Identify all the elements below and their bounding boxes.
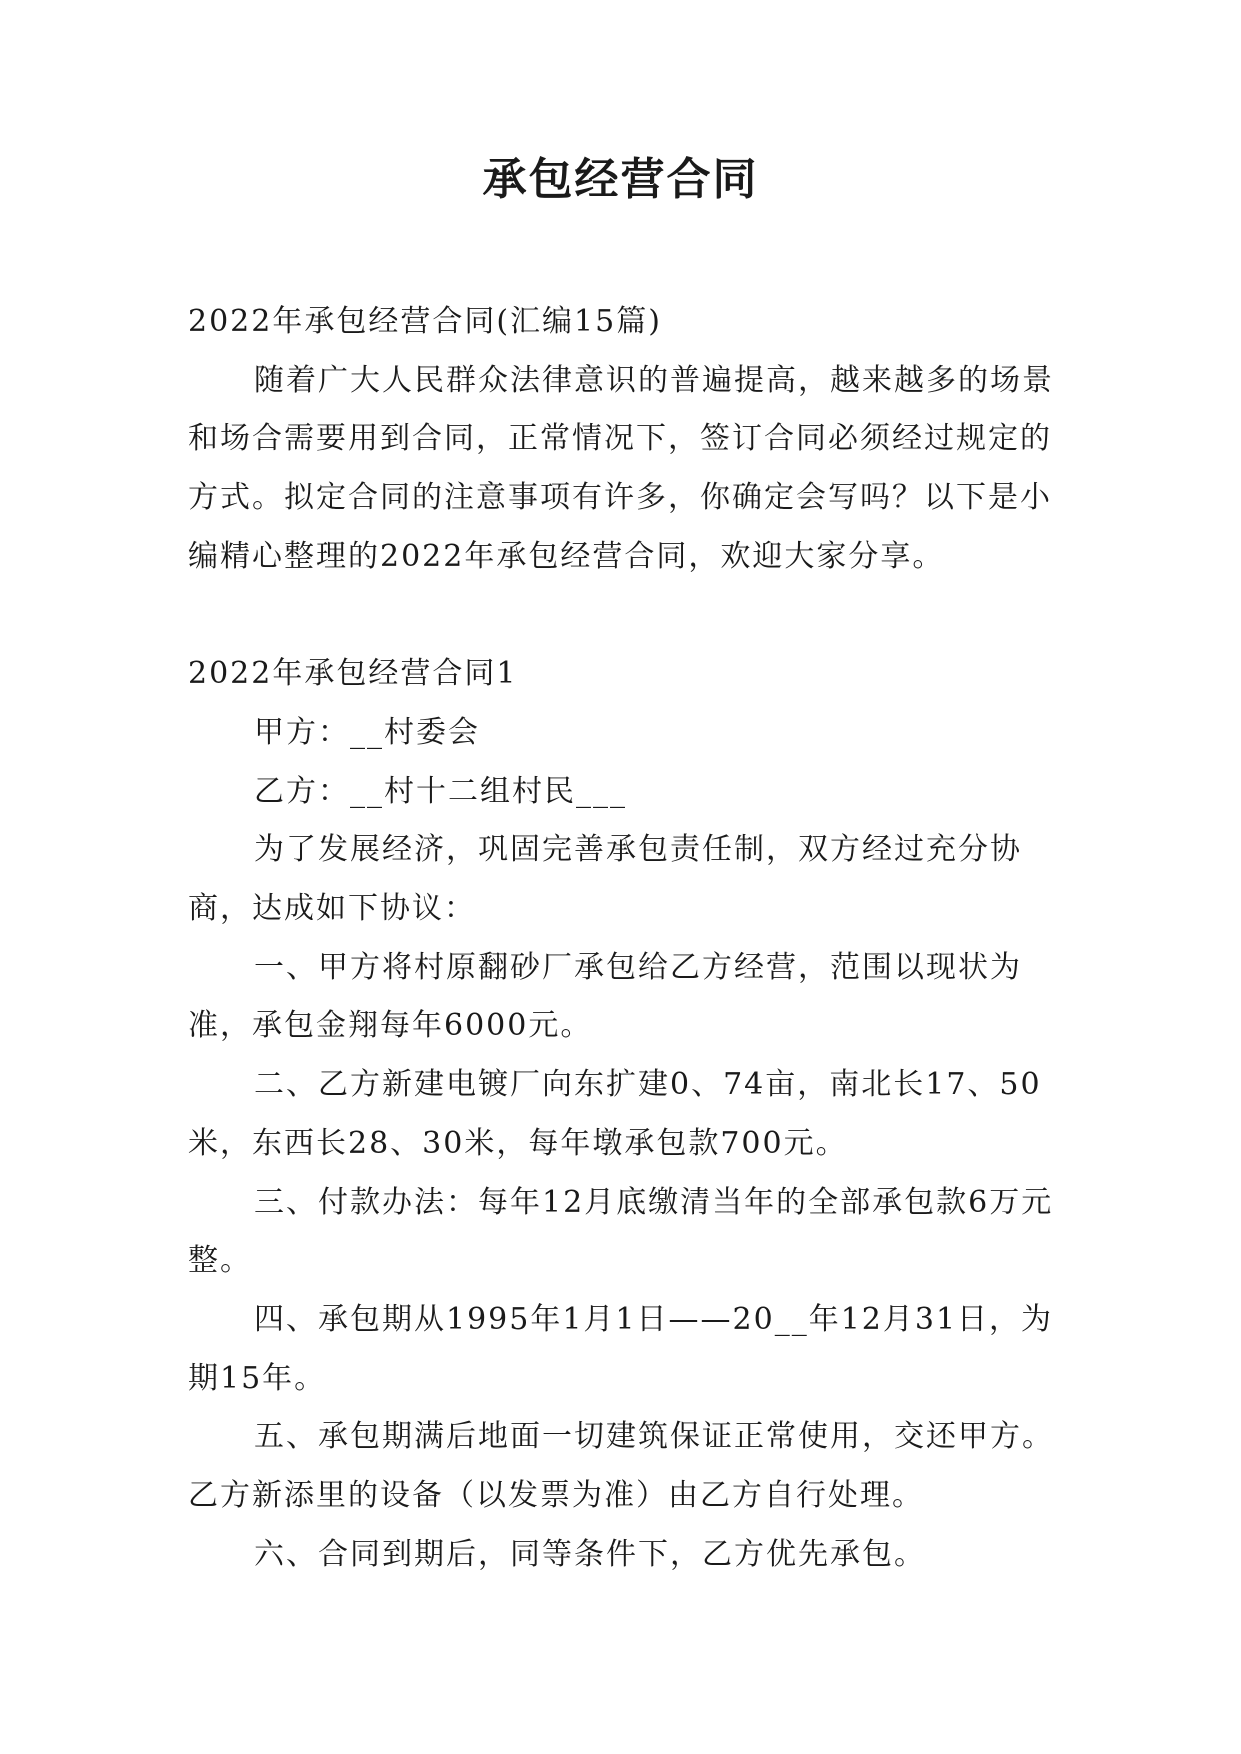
party-a-line: 甲方：__村委会 (254, 714, 480, 750)
clause-3: 三、付款办法：每年12月底缴清当年的全部承包款6万元整。 (188, 1184, 1054, 1279)
clause-5: 五、承包期满后地面一切建筑保证正常使用，交还甲方。乙方新添里的设备（以发票为准）由乙方自行处理。 (188, 1419, 1054, 1514)
preamble-paragraph: 为了发展经济，巩固完善承包责任制，双方经过充分协商，达成如下协议： (188, 832, 1022, 927)
clause-2: 二、乙方新建电镀厂向东扩建0、74亩，南北长17、50米，东西长28、30米，每年墩承包款700元。 (188, 1067, 1042, 1161)
section-heading: 2022年承包经营合同1 (188, 656, 518, 692)
intro-paragraph: 随着广大人民群众法律意识的普遍提高，越来越多的场景和场合需要用到合同，正常情况下，签订合同必须经过规定的方式。拟定合同的注意事项有许多，你确定会写吗？以下是小编精心整理的2022年承包经营合同，欢迎大家分享。 (188, 362, 1054, 574)
clause-4: 四、承包期从1995年1月1日——20__年12月31日，为期15年。 (188, 1301, 1054, 1396)
document-title: 承包经营合同 (482, 154, 759, 205)
document-subtitle: 2022年承包经营合同(汇编15篇) (188, 304, 662, 339)
paragraph-spacer (188, 587, 1068, 646)
clause-6: 六、合同到期后，同等条件下，乙方优先承包。 (254, 1536, 926, 1572)
document-body (188, 293, 1068, 1584)
party-b-line: 乙方：__村十二组村民___ (254, 773, 627, 809)
clause-1: 一、甲方将村原翻砂厂承包给乙方经营，范围以现状为准，承包金翔每年6000元。 (188, 949, 1022, 1044)
